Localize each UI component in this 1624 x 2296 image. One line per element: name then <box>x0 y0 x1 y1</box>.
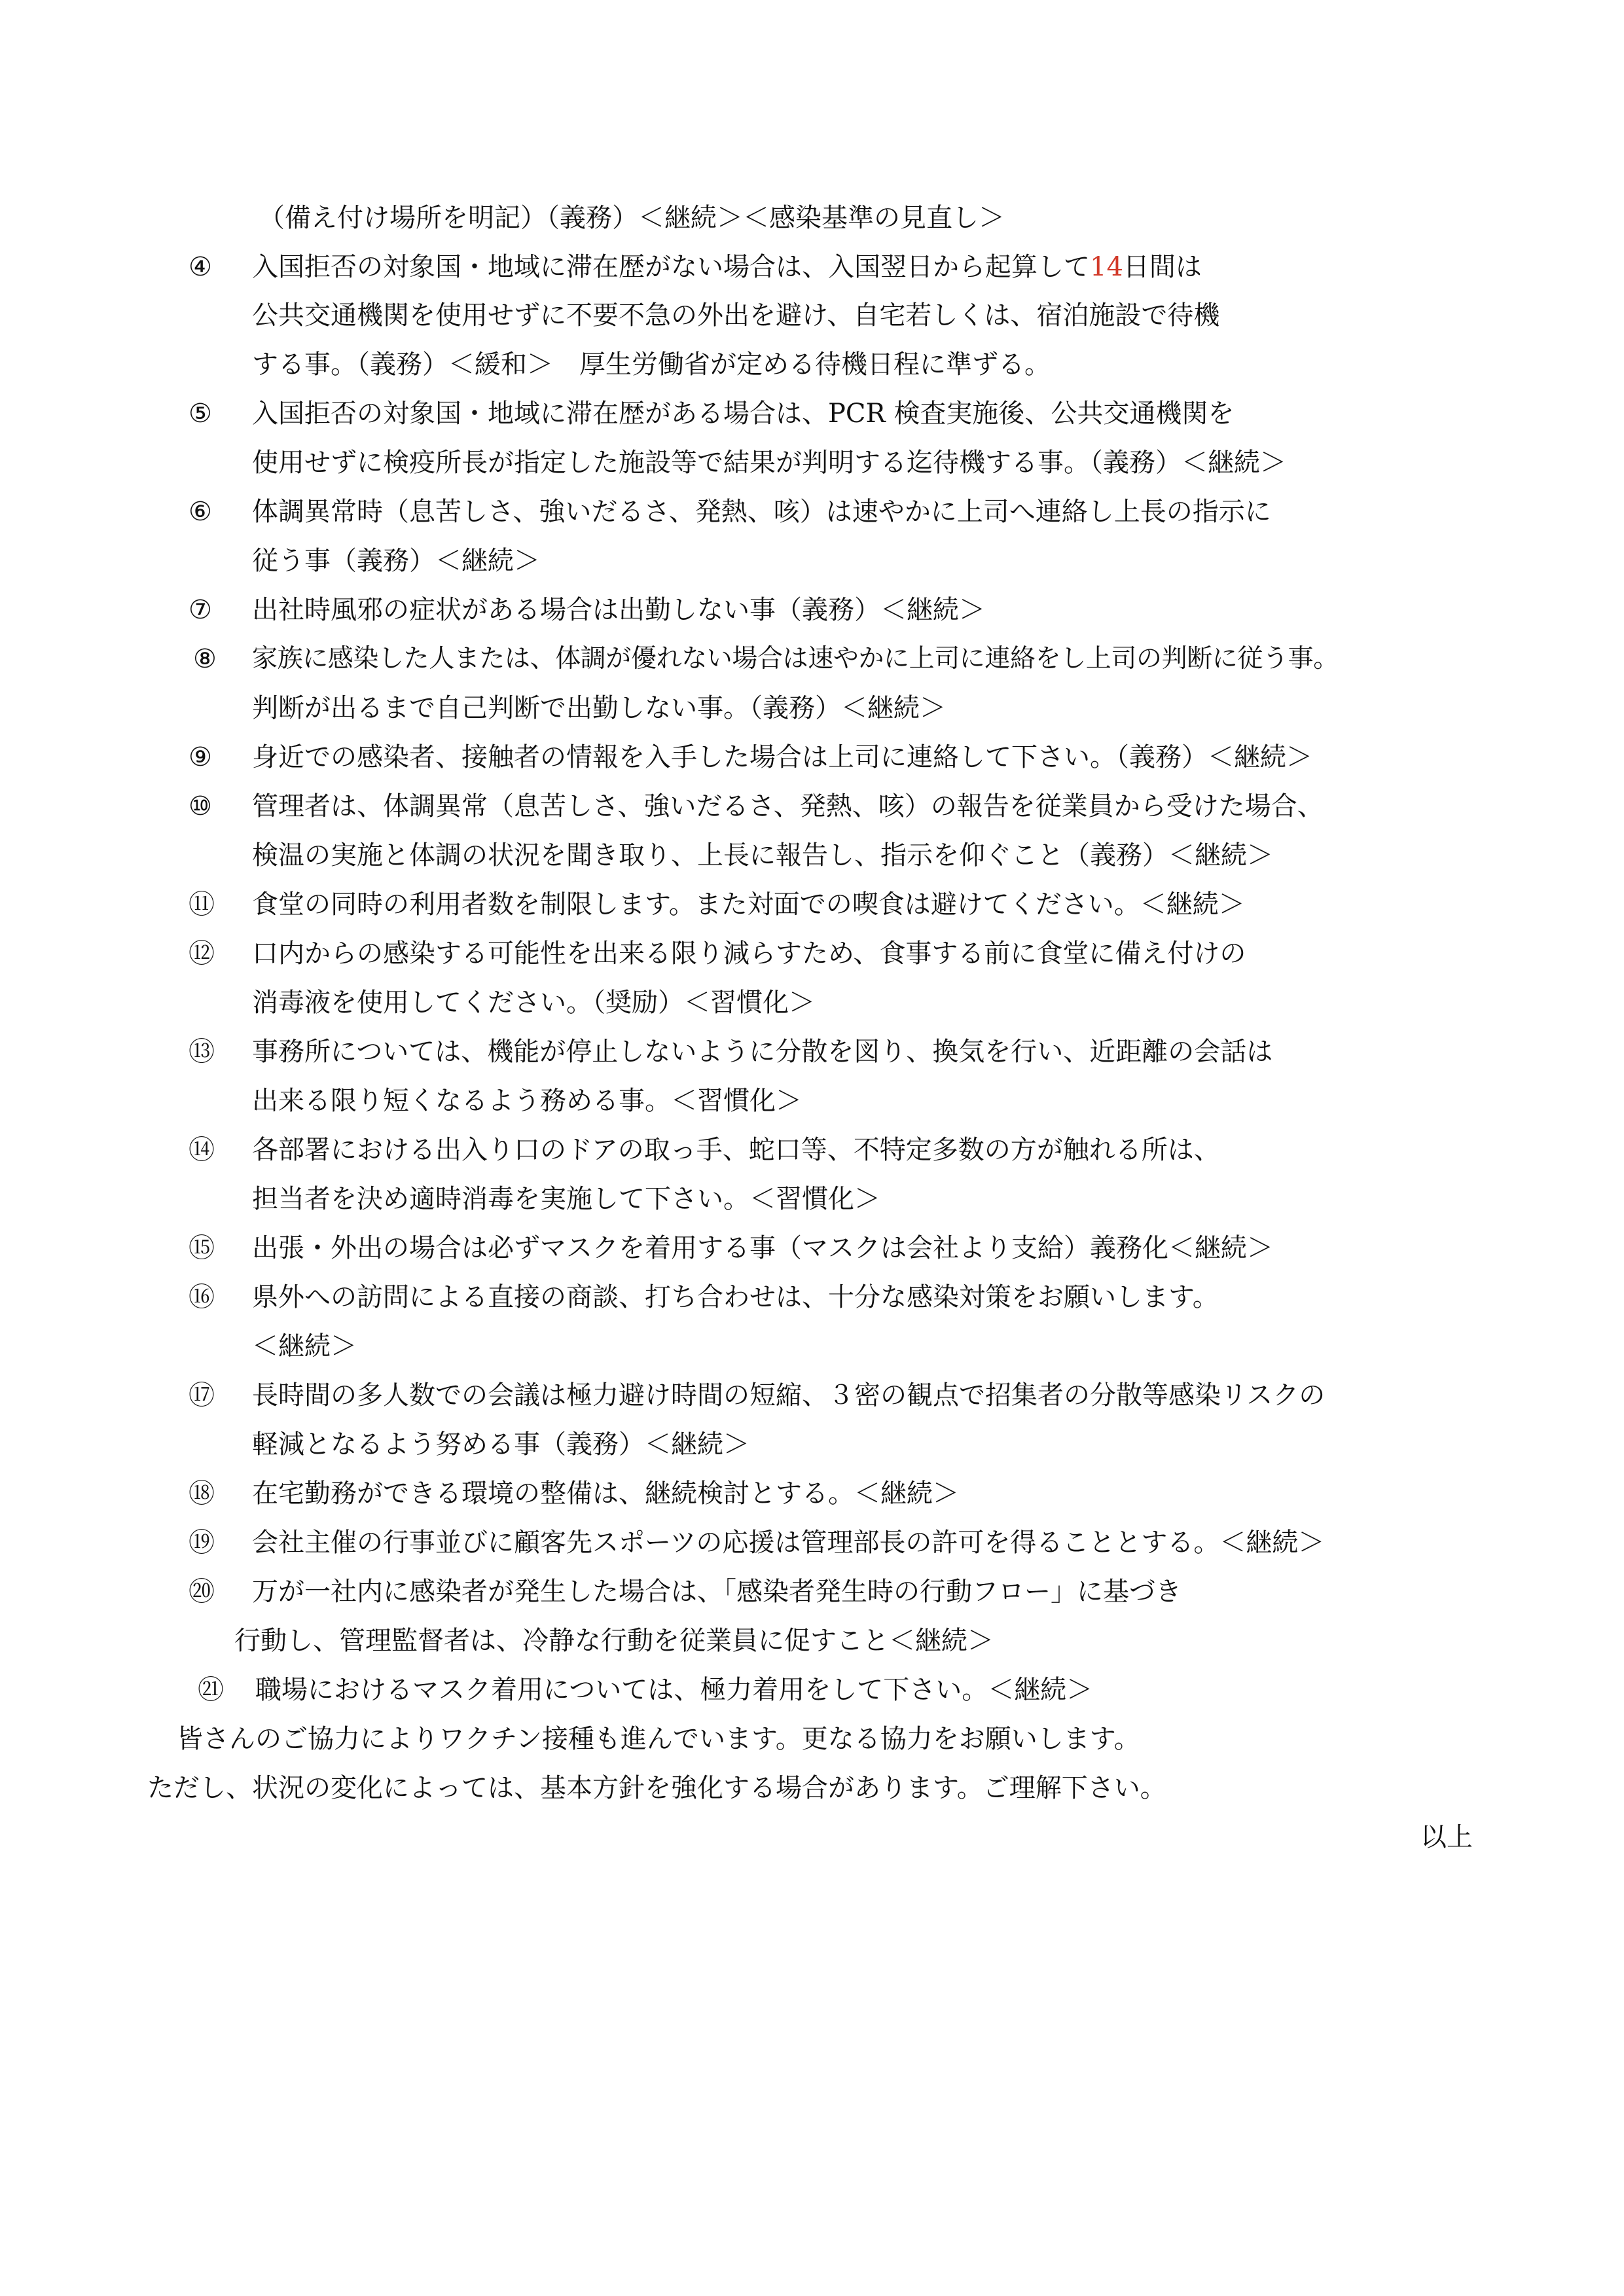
item-number: ⑲ <box>189 1528 215 1558</box>
item-text-line: 入国拒否の対象国・地域に滞在歴がある場合は、PCR 検査実施後、公共交通機関を <box>252 399 1235 429</box>
item-number: ⑨ <box>189 742 212 772</box>
item-text-line: 事務所については、機能が停止しないように分散を図り、換気を行い、近距離の会話は <box>252 1037 1273 1067</box>
item-text-line: 会社主催の行事並びに顧客先スポーツの応援は管理部長の許可を得ることとする。＜継続＞ <box>252 1528 1325 1558</box>
item-text-line: 家族に感染した人または、体調が優れない場合は速やかに上司に連絡をし上司の判断に従う事。 <box>252 644 1339 673</box>
item-text-line: 各部署における出入り口のドアの取っ手、蛇口等、不特定多数の方が触れる所は、 <box>252 1135 1220 1165</box>
end-mark: 以上 <box>1420 1822 1473 1852</box>
item-number: ⑦ <box>189 595 212 625</box>
item-number: ⑫ <box>189 939 215 969</box>
item-text-line: 使用せずに検疫所長が指定した施設等で結果が判明する迄待機する事。（義務）＜継続＞ <box>252 448 1286 478</box>
item-text-line: 軽減となるよう努める事（義務）＜継続＞ <box>252 1429 749 1460</box>
item-number: ⑮ <box>189 1233 215 1263</box>
item-number: ⑬ <box>189 1037 215 1067</box>
item-text-line: 職場におけるマスク着用については、極力着用をして下さい。＜継続＞ <box>255 1675 1093 1705</box>
item-number: ⑳ <box>189 1577 215 1607</box>
item-text-line: 担当者を決め適時消毒を実施して下さい。＜習慣化＞ <box>252 1184 880 1214</box>
item-number: ⑤ <box>189 399 212 429</box>
item-number: ⑱ <box>189 1479 215 1509</box>
item-number: ⑥ <box>189 497 212 527</box>
item-number: ⑪ <box>189 889 215 920</box>
item-text-segment: 日間は <box>1123 252 1202 282</box>
closing-paragraph: 皆さんのご協力によりワクチン接種も進んでいます。更なる協力をお願いします。 <box>177 1724 1140 1754</box>
item-text-line: 出張・外出の場合は必ずマスクを着用する事（マスクは会社より支給）義務化＜継続＞ <box>252 1233 1273 1263</box>
item-text-line: 判断が出るまで自己判断で出勤しない事。（義務）＜継続＞ <box>252 693 946 723</box>
item-text-line: 検温の実施と体調の状況を聞き取り、上長に報告し、指示を仰ぐこと（義務）＜継続＞ <box>252 840 1273 870</box>
item-text-line: 在宅勤務ができる環境の整備は、継続検討とする。＜継続＞ <box>252 1479 959 1509</box>
item-number: ④ <box>189 252 212 282</box>
item-text-line: 行動し、管理監督者は、冷静な行動を従業員に促すこと＜継続＞ <box>234 1626 994 1656</box>
item-text-line: 万が一社内に感染者が発生した場合は、「感染者発生時の行動フロー」に基づき <box>252 1577 1182 1607</box>
item-number: ⑯ <box>189 1282 215 1312</box>
item-text-line: 出来る限り短くなるよう務める事。＜習慣化＞ <box>252 1086 802 1116</box>
item-text-line: 公共交通機関を使用せずに不要不急の外出を避け、自宅若しくは、宿泊施設で待機 <box>252 300 1220 331</box>
item-text-line: 県外への訪問による直接の商談、打ち合わせは、十分な感染対策をお願いします。 <box>252 1282 1219 1312</box>
item-text-line: する事。（義務）＜緩和＞ 厚生労働省が定める待機日程に準ずる。 <box>252 350 1051 380</box>
closing-paragraph: ただし、状況の変化によっては、基本方針を強化する場合があります。ご理解下さい。 <box>147 1773 1166 1803</box>
item-text-line: 従う事（義務）＜継続＞ <box>252 546 540 576</box>
item-text-line: 出社時風邪の症状がある場合は出勤しない事（義務）＜継続＞ <box>252 595 985 625</box>
item-text-line: 身近での感染者、接触者の情報を入手した場合は上司に連絡して下さい。（義務）＜継続＞ <box>252 742 1312 772</box>
item-number: ⑰ <box>189 1380 215 1410</box>
intro-continuation: （備え付け場所を明記）（義務）＜継続＞＜感染基準の見直し＞ <box>259 203 1005 233</box>
item-number: ㉑ <box>198 1675 224 1705</box>
highlighted-number: 14 <box>1090 252 1123 282</box>
item-number: ⑧ <box>193 644 217 674</box>
item-text-line: 食堂の同時の利用者数を制限します。また対面での喫食は避けてください。＜継続＞ <box>252 889 1245 920</box>
item-text-line: 長時間の多人数での会議は極力避け時間の短縮、３密の観点で招集者の分散等感染リスクの <box>252 1380 1326 1410</box>
item-text-line <box>252 254 1202 280</box>
item-number: ⑩ <box>189 791 212 821</box>
item-text-line: 口内からの感染する可能性を出来る限り減らすため、食事する前に食堂に備え付けの <box>252 939 1246 969</box>
item-text-segment: 入国拒否の対象国・地域に滞在歴がない場合は、入国翌日から起算して <box>252 252 1090 282</box>
item-text-line: ＜継続＞ <box>252 1331 357 1361</box>
item-text-line: 消毒液を使用してください。（奨励）＜習慣化＞ <box>252 988 815 1018</box>
item-text-line: 管理者は、体調異常（息苦しさ、強いだるさ、発熱、咳）の報告を従業員から受けた場合、 <box>252 791 1324 821</box>
item-number: ⑭ <box>189 1135 215 1165</box>
item-text-line: 体調異常時（息苦しさ、強いだるさ、発熱、咳）は速やかに上司へ連絡し上長の指示に <box>252 497 1271 527</box>
